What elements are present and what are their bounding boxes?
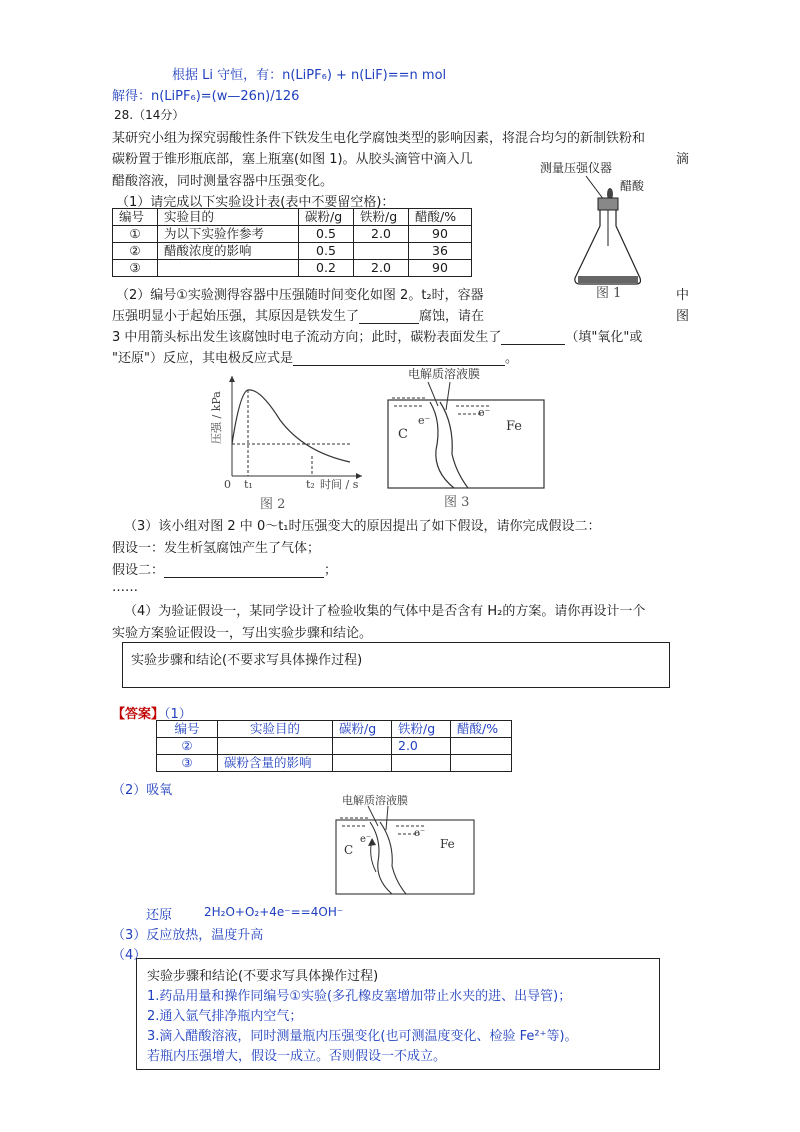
fig2-ylabel: 压强 / kPa <box>210 391 223 444</box>
table-cell: 90 <box>409 226 472 243</box>
answer-3: （3）反应放热，温度升高 <box>112 928 264 943</box>
intro-line-2: 碳粉置于锥形瓶底部，塞上瓶塞(如图 1)。从胶头滴管中滴入几 <box>112 152 473 167</box>
fig3-electron-1: e⁻ <box>418 414 431 427</box>
answer-step-1: 1.药品用量和操作同编号①实验(多孔橡皮塞增加带止水夹的进、出导管)； <box>147 989 572 1004</box>
li-conservation-line: 根据 Li 守恒，有：n(LiPF₆) + n(LiF)==n mol <box>172 68 447 83</box>
table-cell: 36 <box>409 243 472 260</box>
table-cell: ② <box>113 243 158 260</box>
corrosion-cell-figure <box>380 362 550 512</box>
fig1-label-acid: 醋酸 <box>620 179 645 193</box>
table-cell: 碳粉含量的影响 <box>218 755 333 772</box>
table-cell: ① <box>113 226 158 243</box>
table-cell <box>333 738 392 755</box>
q2-line-2 <box>112 305 484 324</box>
table-cell <box>451 738 512 755</box>
fig2-origin: 0 <box>224 478 231 491</box>
fig3-iron-label: Fe <box>506 419 523 434</box>
answer-table-header-row <box>157 721 512 738</box>
answer-corrosion-figure <box>330 790 480 900</box>
answer-steps-box <box>136 958 660 1070</box>
blank-corrosion-type <box>359 309 419 324</box>
table-row <box>113 226 472 243</box>
table-cell <box>333 755 392 772</box>
answer-2: （2）吸氧 <box>112 783 173 798</box>
answer-table <box>156 720 512 772</box>
table-cell: 0.5 <box>299 243 354 260</box>
table-cell: 0.5 <box>299 226 354 243</box>
answer-tag: 【答案】 <box>112 707 165 722</box>
ellipsis: …… <box>112 580 138 595</box>
table-cell: 90 <box>409 260 472 277</box>
table-header: 实验目的 <box>218 721 333 738</box>
table-cell <box>392 755 451 772</box>
table-header: 醋酸/% <box>409 209 472 226</box>
table-cell <box>158 260 299 277</box>
design-table <box>112 208 472 277</box>
q4-line-2: 实验方案验证假设一，写出实验步骤和结论。 <box>112 626 373 641</box>
q2-line-1: （2）编号①实验测得容器中压强随时间变化如图 2。t₂时，容器 <box>116 288 484 303</box>
table-header: 铁粉/g <box>392 721 451 738</box>
fig3-membrane-label: 电解质溶液膜 <box>408 367 481 381</box>
table-header: 铁粉/g <box>354 209 409 226</box>
question-number: 28.（14分） <box>114 108 185 122</box>
answer-box-label: 实验步骤和结论(不要求写具体操作过程) <box>147 969 379 984</box>
table-cell: ③ <box>113 260 158 277</box>
table-header: 实验目的 <box>158 209 299 226</box>
table-header: 编号 <box>157 721 218 738</box>
fig2-xlabel: 时间 / s <box>320 478 359 491</box>
fig1-label-meter: 测量压强仪器 <box>540 161 613 175</box>
blank-reaction-type <box>501 330 565 345</box>
answer-step-3: 3.滴入醋酸溶液，同时测量瓶内压强变化(也可测温度变化、检验 Fe²⁺等)。 <box>147 1029 578 1044</box>
q2-line-2a: 压强明显小于起始压强，其原因是铁发生了 <box>112 309 360 324</box>
q2-line-3a: 3 中用箭头标出发生该腐蚀时电子流动方向；此时，碳粉表面发生了 <box>112 330 502 345</box>
table-cell: 2.0 <box>354 226 409 243</box>
fig2-caption: 图 2 <box>260 497 286 512</box>
table-cell: 0.2 <box>299 260 354 277</box>
table-cell: 醋酸浓度的影响 <box>158 243 299 260</box>
answer-4: （4） <box>112 948 147 963</box>
table-header: 碳粉/g <box>333 721 392 738</box>
table-row <box>157 755 512 772</box>
table-cell: ② <box>157 738 218 755</box>
fig3-electron-2: e⁻ <box>478 406 491 419</box>
q2-line-4a: "还原"）反应，其电极反应式是 <box>112 351 293 366</box>
hypothesis-2-end: ； <box>324 563 338 578</box>
fig3-carbon-label: C <box>398 427 408 442</box>
q2-line-2-end: 图 <box>676 309 690 324</box>
q2-line-2b: 腐蚀，请在 <box>419 309 485 324</box>
table-cell <box>354 243 409 260</box>
answer-fig-membrane: 电解质溶液膜 <box>342 794 408 807</box>
answer-conclusion: 若瓶内压强增大，假设一成立。否则假设一不成立。 <box>147 1049 447 1064</box>
table-cell: 为以下实验作参考 <box>158 226 299 243</box>
q4-box-label: 实验步骤和结论(不要求写具体操作过程) <box>131 653 363 668</box>
hypothesis-1: 假设一：发生析氢腐蚀产生了气体； <box>112 541 321 556</box>
table-row <box>157 738 512 755</box>
q1-prompt: （1）请完成以下实验设计表(表中不要留空格)： <box>116 195 395 210</box>
fig2-t2: t₂ <box>306 478 315 491</box>
table-header: 编号 <box>113 209 158 226</box>
hypothesis-2 <box>112 559 337 578</box>
table-row <box>113 260 472 277</box>
answer-reduction: 还原 <box>146 908 173 923</box>
q4-answer-box <box>122 642 670 688</box>
q4-line-1: （4）为验证假设一，某同学设计了检验收集的气体中是否含有 H₂的方案。请你再设计一个 <box>124 604 646 619</box>
fig3-caption: 图 3 <box>444 495 470 510</box>
intro-line-1: 某研究小组为探究弱酸性条件下铁发生电化学腐蚀类型的影响因素，将混合均匀的新制铁粉和 <box>112 131 646 146</box>
solution-line: 解得：n(LiPF₆)=(w—26n)/126 <box>112 89 300 104</box>
table-row <box>113 243 472 260</box>
fig2-t1: t₁ <box>244 478 253 491</box>
answer-1-label: （1） <box>164 707 192 722</box>
fig1-caption: 图 1 <box>596 286 622 300</box>
table-header: 碳粉/g <box>299 209 354 226</box>
table-cell: 2.0 <box>392 738 451 755</box>
table-header: 醋酸/% <box>451 721 512 738</box>
answer-equation: 2H₂O+O₂+4e⁻==4OH⁻ <box>204 905 344 919</box>
q2-line-1-end: 中 <box>676 288 690 303</box>
pressure-time-figure <box>200 372 370 512</box>
answer-fig-electron-1: e⁻ <box>360 834 372 845</box>
flask-figure <box>530 150 660 300</box>
q3-prompt: （3）该小组对图 2 中 0～t₁时压强变大的原因提出了如下假设，请你完成假设二： <box>124 519 601 534</box>
hypothesis-2-label: 假设二： <box>112 563 165 578</box>
answer-fig-iron: Fe <box>440 837 455 851</box>
table-cell: 2.0 <box>354 260 409 277</box>
answer-step-2: 2.通入氩气排净瓶内空气； <box>147 1009 303 1024</box>
intro-line-2-end: 滴 <box>676 152 690 167</box>
answer-fig-carbon: C <box>344 843 354 857</box>
table-cell <box>451 755 512 772</box>
answer-fig-electron-2: e⁻ <box>414 828 426 839</box>
q2-line-3 <box>112 326 642 345</box>
table-header-row <box>113 209 472 226</box>
table-cell <box>218 738 333 755</box>
table-cell: ③ <box>157 755 218 772</box>
blank-hypothesis-2 <box>164 563 324 578</box>
q2-line-3b: （填"氧化"或 <box>565 330 643 345</box>
q2-line-4b: 。 <box>504 351 518 366</box>
intro-line-3: 醋酸溶液，同时测量容器中压强变化。 <box>112 174 334 189</box>
